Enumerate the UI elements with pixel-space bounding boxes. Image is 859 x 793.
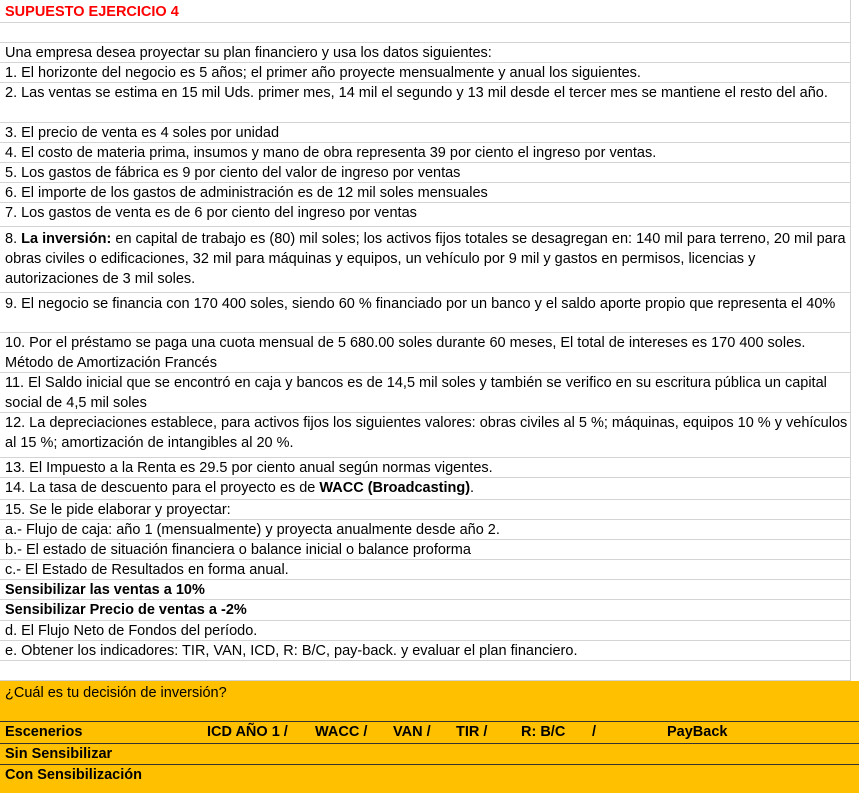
item-e: e. Obtener los indicadores: TIR, VAN, ICD, R: B/C, pay-back. y evaluar el plan financiero. <box>0 641 850 661</box>
header-wacc: WACC / <box>315 724 368 740</box>
item-5: 5. Los gastos de fábrica es 9 por ciento del valor de ingreso por ventas <box>0 163 850 183</box>
item-a: a.- Flujo de caja: año 1 (mensualmente) y proyecta anualmente desde año 2. <box>0 520 850 540</box>
item-3: 3. El precio de venta es 4 soles por unidad <box>0 123 850 143</box>
item-d: d. El Flujo Neto de Fondos del período. <box>0 621 850 641</box>
sensitivity-price: Sensibilizar Precio de ventas a -2% <box>0 600 850 621</box>
header-tir: TIR / <box>456 724 488 740</box>
empty-cell <box>0 23 850 43</box>
empty-cell <box>0 661 850 681</box>
item-c: c.- El Estado de Resultados en forma anual. <box>0 560 850 580</box>
item-9: 9. El negocio se financia con 170 400 soles, siendo 60 % financiado por un banco y el saldo aporte propio que representa el 40% <box>0 293 850 333</box>
header-icd: ICD AÑO 1 / <box>207 724 288 740</box>
sensitivity-sales: Sensibilizar las ventas a 10% <box>0 580 850 600</box>
item-4: 4. El costo de materia prima, insumos y mano de obra representa 39 por ciento el ingreso por ventas. <box>0 143 850 163</box>
item-8-bold: La inversión: <box>21 231 112 247</box>
item-12: 12. La depreciaciones establece, para activos fijos los siguientes valores: obras civiles al 5 %; máquinas, equipos 10 % y vehículos al 15 %; amortización de intangibles al 20 %. <box>0 413 850 458</box>
row-sin-sensibilizar: Sin Sensibilizar <box>0 743 859 764</box>
decision-question: ¿Cuál es tu decisión de inversión? <box>5 685 227 701</box>
empty-cell <box>0 705 859 721</box>
item-10: 10. Por el préstamo se paga una cuota mensual de 5 680.00 soles durante 60 meses, El total de intereses es 170 400 soles. Método de Amortización Francés <box>0 333 850 373</box>
item-15: 15. Se le pide elaborar y proyectar: <box>0 500 850 520</box>
row-con-sensibilizacion: Con Sensibilización <box>0 764 859 786</box>
header-van: VAN / <box>393 724 431 740</box>
header-slash: / <box>592 724 597 740</box>
decision-section <box>0 681 859 793</box>
item-7: 7. Los gastos de venta es de 6 por ciento del ingreso por ventas <box>0 203 850 227</box>
header-payback: PayBack <box>667 724 728 740</box>
item-14-suffix: . <box>470 480 475 496</box>
item-8-rest: en capital de trabajo es (80) mil soles; los activos fijos totales se desagregan en: 140 mil para terreno, 20 mil para obras civiles o edificaciones, 32 mil para máquinas y equipos, un vehículo por 9 mil y gastos en permisos, licencias y autorizaciones de 3 mil soles. <box>5 231 846 287</box>
item-11: 11. El Saldo inicial que se encontró en caja y bancos es de 14,5 mil soles y también se verifico en su escritura pública un capital social de 4,5 mil soles <box>0 373 850 413</box>
decision-header-row <box>0 721 859 743</box>
intro-text: Una empresa desea proyectar su plan financiero y usa los datos siguientes: <box>0 43 850 63</box>
item-14-bold: WACC (Broadcasting) <box>319 480 471 496</box>
item-b: b.- El estado de situación financiera o balance inicial o balance proforma <box>0 540 850 560</box>
item-6: 6. El importe de los gastos de administración es de 12 mil soles mensuales <box>0 183 850 203</box>
item-1: 1. El horizonte del negocio es 5 años; el primer año proyecte mensualmente y anual los siguientes. <box>0 63 850 83</box>
item-14 <box>0 478 850 500</box>
item-14-prefix: 14. La tasa de descuento para el proyecto es de <box>5 480 320 496</box>
column-border <box>850 0 859 793</box>
header-escenarios: Escenerios <box>5 724 83 740</box>
item-13: 13. El Impuesto a la Renta es 29.5 por ciento anual según normas vigentes. <box>0 458 850 478</box>
exercise-title: SUPUESTO EJERCICIO 4 <box>0 2 850 23</box>
item-2: 2. Las ventas se estima en 15 mil Uds. primer mes, 14 mil el segundo y 13 mil desde el tercer mes se mantiene el resto del año. <box>0 83 850 123</box>
item-8-prefix: 8. <box>5 231 22 247</box>
header-rbc: R: B/C <box>521 724 566 740</box>
item-8 <box>0 227 850 293</box>
